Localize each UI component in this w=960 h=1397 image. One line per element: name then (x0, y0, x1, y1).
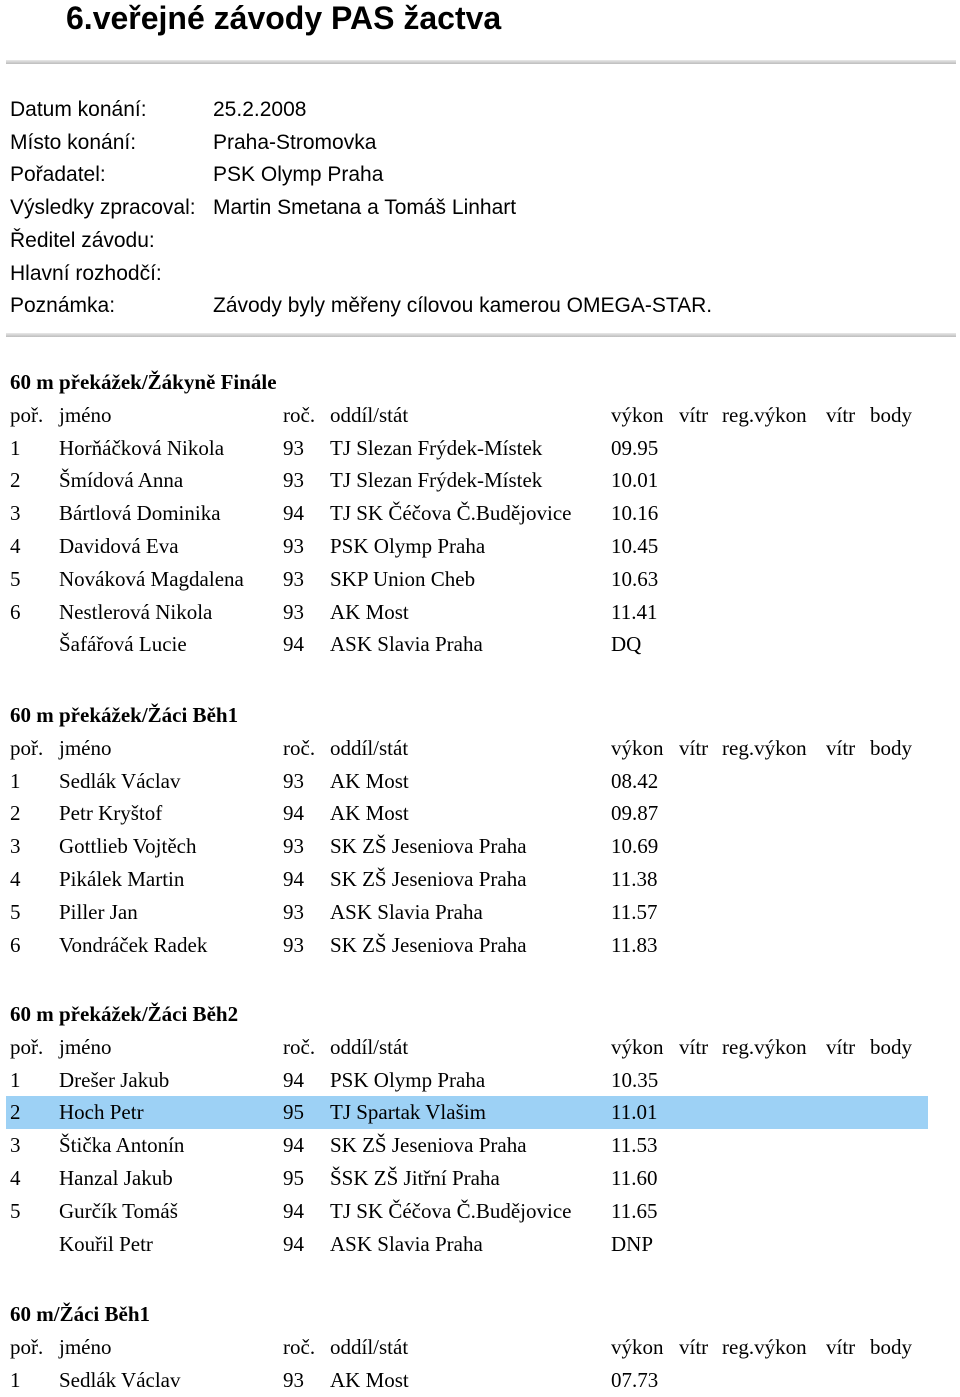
section-title: 60 m/Žáci Běh1 (10, 1302, 150, 1326)
section-title: 60 m překážek/Žáci Běh1 (10, 703, 239, 727)
cell-vykon: 10.63 (611, 566, 659, 591)
separator-top (6, 60, 956, 64)
column-header-por: poř. (10, 402, 44, 427)
cell-oddil: SKP Union Cheb (330, 566, 476, 591)
cell-vykon: 07.73 (611, 1367, 659, 1392)
cell-jmeno: Nováková Magdalena (59, 566, 244, 591)
column-header-vykon: výkon (611, 1034, 664, 1059)
column-header-roc: roč. (283, 402, 316, 427)
cell-oddil: AK Most (330, 801, 409, 826)
column-header-oddil: oddíl/stát (330, 402, 409, 427)
cell-por: 5 (10, 899, 21, 924)
cell-roc: 93 (283, 468, 304, 493)
column-header-row (6, 732, 928, 765)
cell-jmeno: Horňáčková Nikola (59, 435, 225, 460)
cell-jmeno: Sedlák Václav (59, 768, 181, 793)
cell-oddil: ŠSK ZŠ Jitřní Praha (330, 1166, 500, 1190)
cell-jmeno: Hanzal Jakub (59, 1166, 173, 1190)
info-label: Hlavní rozhodčí: (10, 262, 162, 285)
cell-roc: 93 (283, 1367, 304, 1392)
column-header-body: body (870, 402, 912, 427)
cell-por: 1 (10, 435, 21, 460)
cell-por: 4 (10, 1166, 21, 1190)
column-header-vitr: vítr (679, 402, 709, 427)
column-header-body: body (870, 735, 912, 760)
cell-roc: 93 (283, 534, 304, 558)
table-row (6, 432, 928, 465)
cell-oddil: TJ Spartak Vlašim (330, 1100, 486, 1125)
table-row (6, 596, 928, 629)
cell-jmeno: Piller Jan (59, 899, 138, 924)
cell-por: 5 (10, 566, 21, 591)
cell-jmeno: Gurčík Tomáš (59, 1198, 178, 1223)
table-row (6, 563, 928, 596)
cell-jmeno: Davidová Eva (59, 534, 179, 558)
cell-oddil: AK Most (330, 768, 409, 793)
cell-por: 3 (10, 501, 21, 526)
table-row (6, 464, 928, 497)
cell-roc: 95 (283, 1166, 304, 1190)
cell-roc: 94 (283, 1231, 304, 1256)
table-row (6, 896, 928, 929)
column-header-por: poř. (10, 1034, 44, 1059)
cell-por: 1 (10, 1367, 21, 1392)
cell-vykon: 10.35 (611, 1067, 659, 1092)
column-header-oddil: oddíl/stát (330, 735, 409, 760)
cell-vykon: 11.01 (611, 1100, 658, 1125)
info-label: Poznámka: (10, 294, 116, 317)
cell-roc: 95 (283, 1100, 304, 1125)
cell-por: 4 (10, 867, 21, 891)
cell-vykon: 11.65 (611, 1198, 658, 1223)
cell-roc: 94 (283, 1067, 304, 1092)
cell-vykon: 11.60 (611, 1166, 658, 1190)
separator-info (6, 333, 956, 337)
cell-vykon: DNP (611, 1231, 654, 1256)
info-label: Datum konání: (10, 98, 147, 121)
cell-jmeno: Štička Antonín (59, 1133, 185, 1158)
table-row (6, 1228, 928, 1261)
cell-oddil: ASK Slavia Praha (330, 1231, 483, 1256)
cell-jmeno: Pikálek Martin (59, 867, 185, 891)
cell-jmeno: Gottlieb Vojtěch (59, 834, 197, 859)
cell-por: 2 (10, 468, 21, 493)
table-row (6, 1364, 928, 1397)
cell-por: 3 (10, 1133, 21, 1158)
info-value: Praha-Stromovka (213, 131, 377, 154)
column-header-reg: reg.výkon (722, 735, 807, 760)
table-row (6, 1129, 928, 1162)
cell-por: 1 (10, 1067, 21, 1092)
table-row (6, 1162, 928, 1195)
table-row (6, 530, 928, 563)
cell-jmeno: Šafářová Lucie (59, 632, 187, 657)
column-header-vitr: vítr (679, 1334, 709, 1359)
results-section (0, 1298, 960, 1396)
column-header-jmeno: jméno (59, 1334, 112, 1359)
column-header-row (6, 1031, 928, 1064)
cell-vykon: 09.95 (611, 435, 659, 460)
cell-por: 4 (10, 534, 21, 558)
cell-oddil: ASK Slavia Praha (330, 899, 483, 924)
cell-jmeno: Bártlová Dominika (59, 501, 221, 526)
cell-por: 5 (10, 1198, 21, 1223)
cell-roc: 93 (283, 435, 304, 460)
results-section (0, 998, 960, 1260)
cell-roc: 94 (283, 801, 304, 826)
cell-roc: 94 (283, 501, 304, 526)
column-header-vitr2: vítr (826, 1034, 856, 1059)
cell-jmeno: Petr Kryštof (59, 801, 163, 826)
cell-jmeno: Vondráček Radek (59, 932, 208, 957)
column-header-row (6, 399, 928, 432)
column-header-jmeno: jméno (59, 735, 112, 760)
cell-oddil: AK Most (330, 1367, 409, 1392)
results-section (0, 699, 960, 961)
column-header-vykon: výkon (611, 1334, 664, 1359)
table-row (6, 765, 928, 798)
cell-oddil: SK ZŠ Jeseniova Praha (330, 932, 527, 957)
column-header-roc: roč. (283, 735, 316, 760)
cell-vykon: 10.69 (611, 834, 659, 859)
cell-vykon: 11.53 (611, 1133, 658, 1158)
info-value: Martin Smetana a Tomáš Linhart (213, 196, 517, 219)
cell-oddil: SK ZŠ Jeseniova Praha (330, 1133, 527, 1158)
cell-jmeno: Hoch Petr (59, 1100, 144, 1125)
cell-jmeno: Nestlerová Nikola (59, 599, 213, 624)
cell-roc: 94 (283, 632, 304, 657)
table-row (6, 863, 928, 896)
column-header-vykon: výkon (611, 402, 664, 427)
cell-oddil: TJ SK Čéčova Č.Budějovice (330, 501, 572, 526)
info-label: Ředitel závodu: (10, 229, 155, 252)
cell-roc: 93 (283, 566, 304, 591)
table-row (6, 628, 928, 661)
cell-por: 6 (10, 599, 21, 624)
cell-oddil: AK Most (330, 599, 409, 624)
info-label: Místo konání: (10, 131, 137, 154)
column-header-body: body (870, 1334, 912, 1359)
cell-oddil: TJ Slezan Frýdek-Místek (330, 468, 543, 493)
cell-vykon: 11.57 (611, 899, 658, 924)
cell-oddil: SK ZŠ Jeseniova Praha (330, 867, 527, 891)
column-header-jmeno: jméno (59, 1034, 112, 1059)
table-row (6, 830, 928, 863)
cell-por: 1 (10, 768, 21, 793)
table-row (6, 1096, 928, 1129)
cell-por: 6 (10, 932, 21, 957)
cell-roc: 94 (283, 867, 304, 891)
cell-vykon: 11.83 (611, 932, 658, 957)
column-header-row (6, 1331, 928, 1364)
cell-vykon: 10.01 (611, 468, 659, 493)
table-row (6, 497, 928, 530)
cell-roc: 93 (283, 834, 304, 859)
cell-oddil: TJ Slezan Frýdek-Místek (330, 435, 543, 460)
column-header-por: poř. (10, 735, 44, 760)
cell-jmeno: Drešer Jakub (59, 1067, 170, 1092)
column-header-vitr: vítr (679, 1034, 709, 1059)
cell-oddil: PSK Olymp Praha (330, 1067, 486, 1092)
column-header-reg: reg.výkon (722, 402, 807, 427)
cell-vykon: 11.38 (611, 867, 658, 891)
column-header-oddil: oddíl/stát (330, 1334, 409, 1359)
column-header-roc: roč. (283, 1034, 316, 1059)
cell-vykon: DQ (611, 632, 642, 657)
column-header-reg: reg.výkon (722, 1334, 807, 1359)
cell-oddil: PSK Olymp Praha (330, 534, 486, 558)
section-title: 60 m překážek/Žákyně Finále (10, 370, 277, 394)
cell-oddil: SK ZŠ Jeseniova Praha (330, 834, 527, 859)
info-value: 25.2.2008 (213, 98, 307, 121)
section-title: 60 m překážek/Žáci Běh2 (10, 1002, 239, 1026)
column-header-vitr: vítr (679, 735, 709, 760)
cell-vykon: 10.45 (611, 534, 659, 558)
table-row (6, 929, 928, 962)
cell-oddil: ASK Slavia Praha (330, 632, 483, 657)
table-row (6, 1195, 928, 1228)
cell-jmeno: Kouřil Petr (59, 1231, 153, 1256)
cell-vykon: 11.41 (611, 599, 658, 624)
page-title: 6.veřejné závody PAS žactva (66, 0, 502, 36)
cell-roc: 94 (283, 1198, 304, 1223)
info-value: PSK Olymp Praha (213, 163, 384, 186)
column-header-por: poř. (10, 1334, 44, 1359)
column-header-oddil: oddíl/stát (330, 1034, 409, 1059)
cell-por: 2 (10, 801, 21, 826)
column-header-reg: reg.výkon (722, 1034, 807, 1059)
cell-por: 2 (10, 1100, 21, 1125)
cell-roc: 94 (283, 1133, 304, 1158)
column-header-roc: roč. (283, 1334, 316, 1359)
cell-roc: 93 (283, 599, 304, 624)
column-header-body: body (870, 1034, 912, 1059)
cell-roc: 93 (283, 768, 304, 793)
column-header-jmeno: jméno (59, 402, 112, 427)
cell-oddil: TJ SK Čéčova Č.Budějovice (330, 1198, 572, 1223)
cell-jmeno: Sedlák Václav (59, 1367, 181, 1392)
cell-vykon: 08.42 (611, 768, 659, 793)
cell-vykon: 10.16 (611, 501, 659, 526)
cell-jmeno: Šmídová Anna (59, 468, 184, 493)
cell-vykon: 09.87 (611, 801, 659, 826)
info-label: Pořadatel: (10, 163, 106, 186)
table-row (6, 1064, 928, 1097)
cell-roc: 93 (283, 899, 304, 924)
info-value: Závody byly měřeny cílovou kamerou OMEGA-STAR. (213, 294, 713, 317)
column-header-vykon: výkon (611, 735, 664, 760)
info-label: Výsledky zpracoval: (10, 196, 196, 219)
column-header-vitr2: vítr (826, 735, 856, 760)
cell-por: 3 (10, 834, 21, 859)
cell-roc: 93 (283, 932, 304, 957)
results-section (0, 366, 960, 661)
table-row (6, 797, 928, 830)
column-header-vitr2: vítr (826, 1334, 856, 1359)
column-header-vitr2: vítr (826, 402, 856, 427)
